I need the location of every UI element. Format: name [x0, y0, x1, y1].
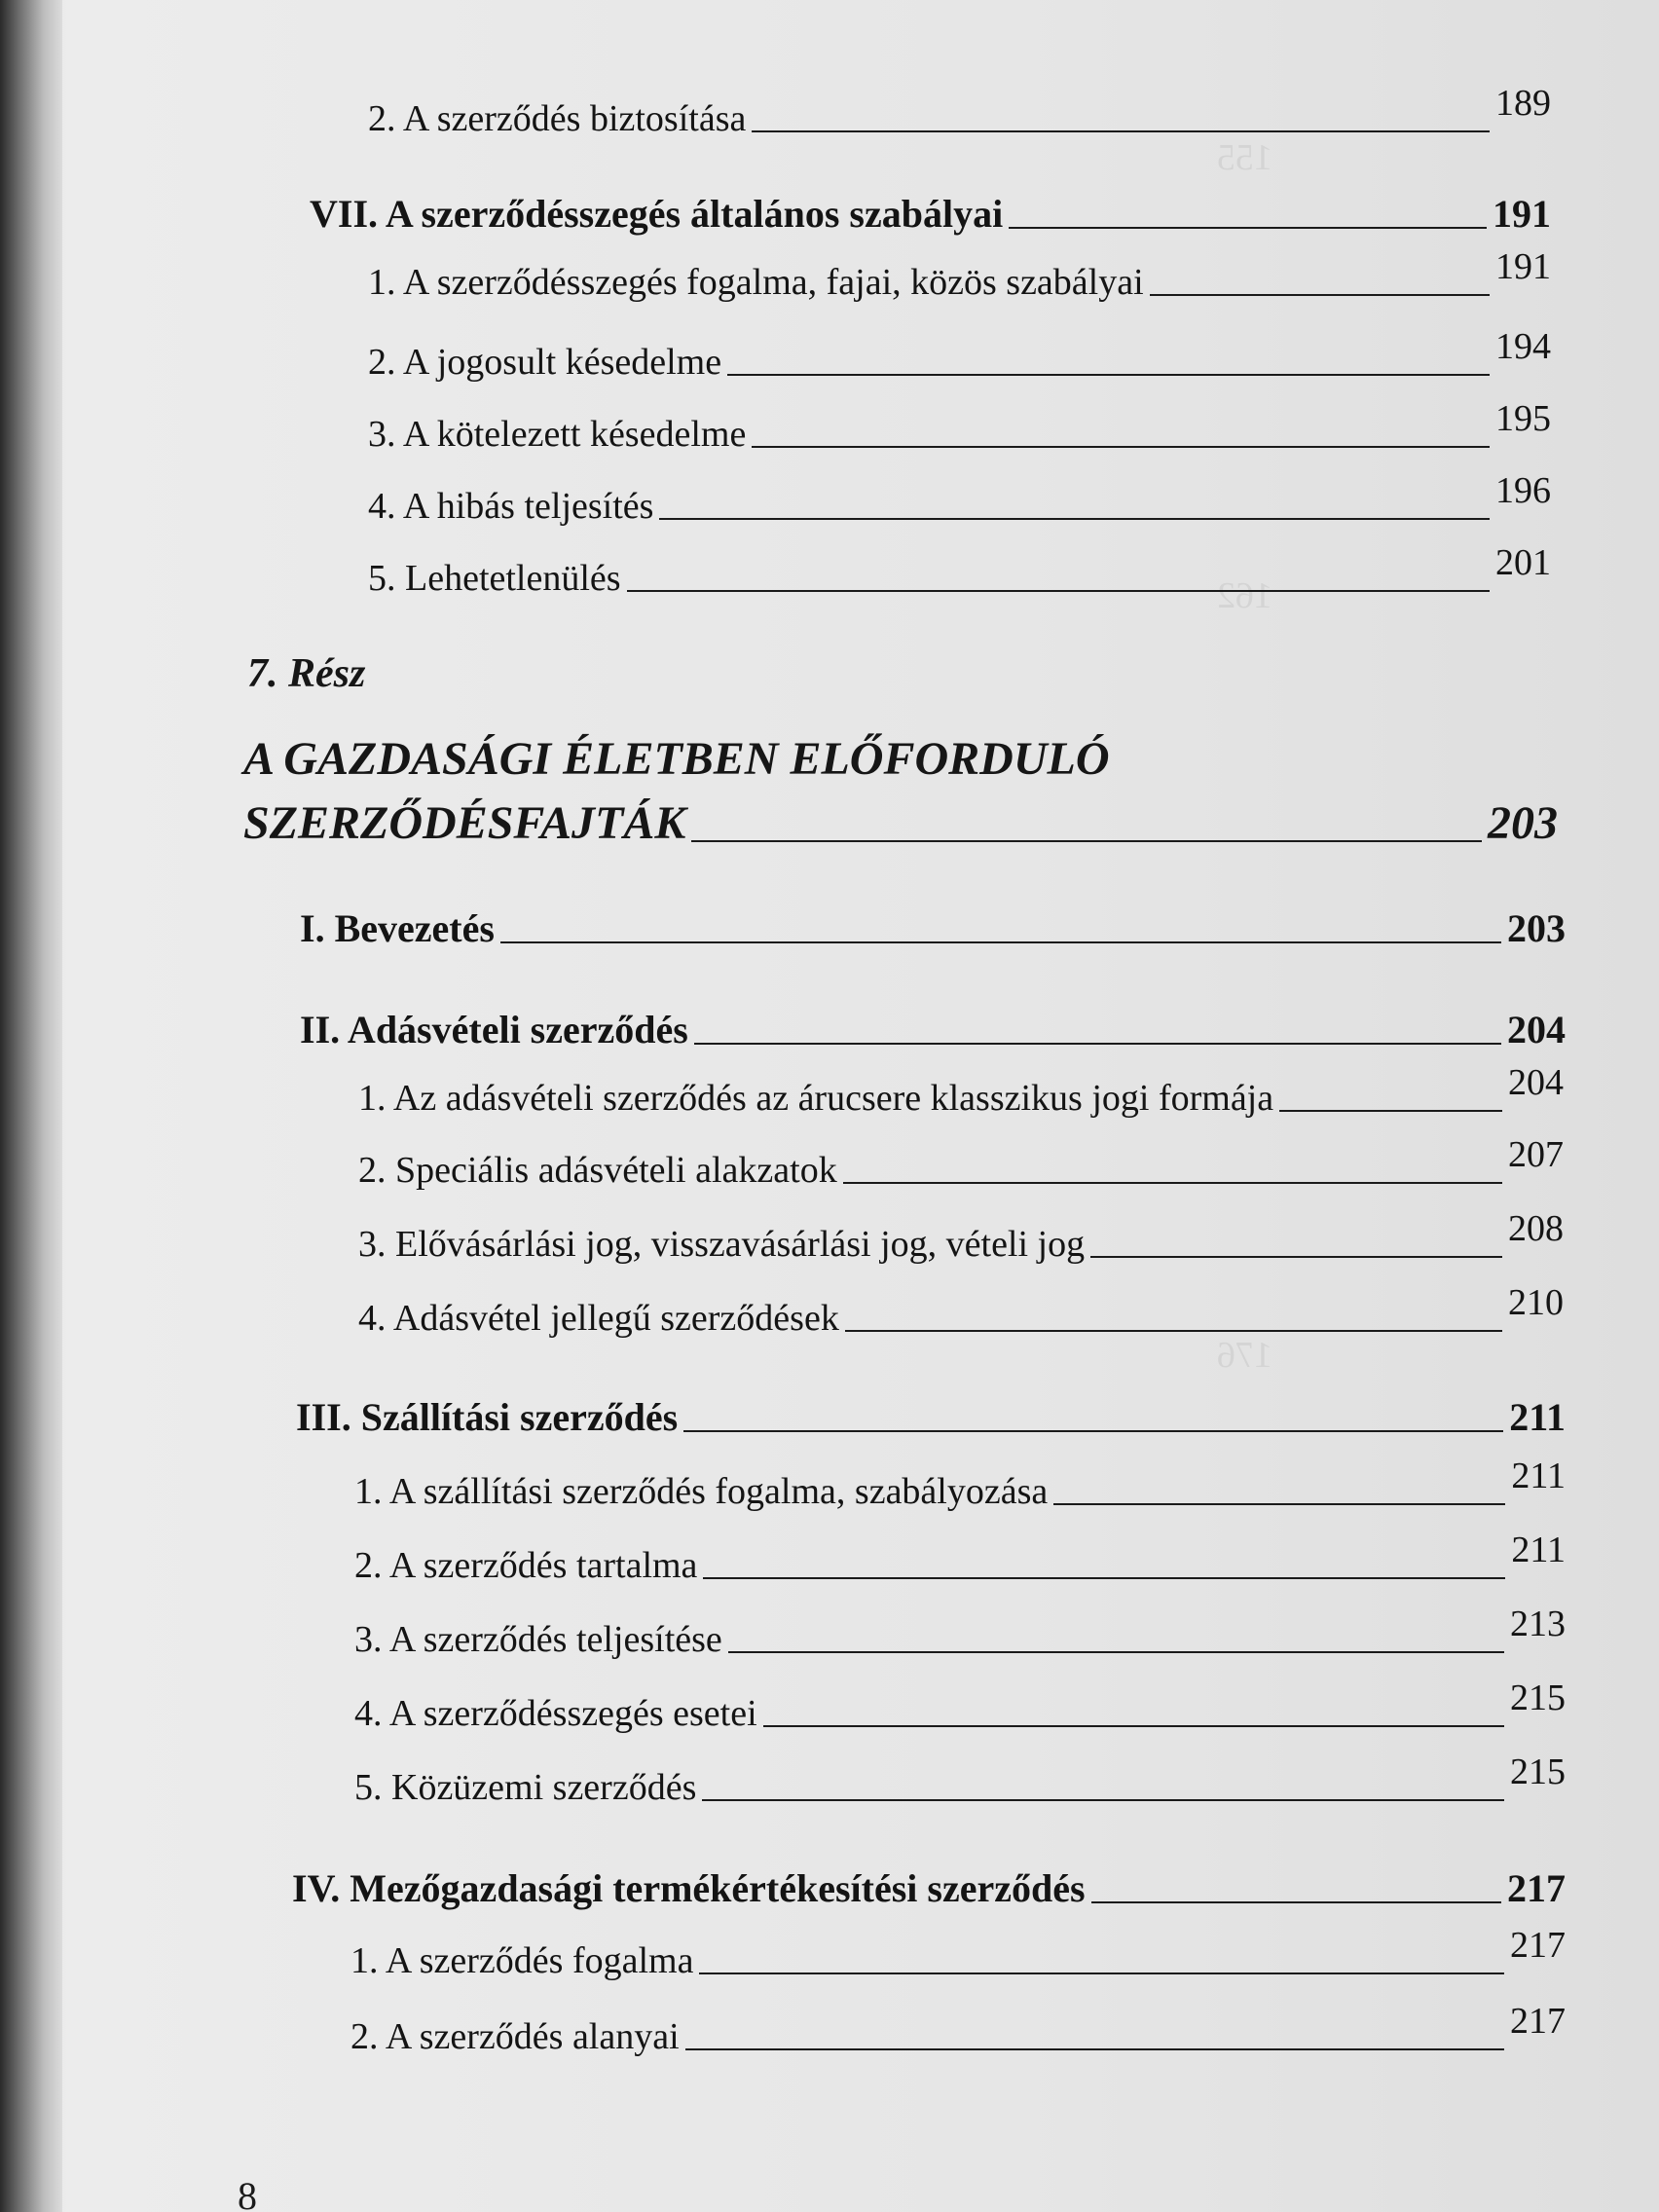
part-label: 7. Rész — [247, 651, 366, 696]
section-title: VII. A szerződésszegés általános szabályai — [310, 192, 1004, 236]
entry-title: 2. Speciális adásvételi alakzatok — [358, 1150, 837, 1191]
toc-section — [300, 905, 1566, 951]
dot-leader — [703, 1577, 1505, 1579]
dot-leader — [763, 1725, 1504, 1727]
toc-entry — [358, 1208, 1564, 1266]
section-title: II. Adásvételi szerződés — [300, 1008, 688, 1051]
dot-leader — [699, 1972, 1504, 1974]
toc-entry — [368, 326, 1551, 384]
page-edge — [0, 0, 62, 2212]
section-title: I. Bevezetés — [300, 906, 495, 950]
dot-leader — [659, 518, 1490, 520]
entry-page: 211 — [1511, 1456, 1566, 1496]
entry-page: 194 — [1495, 326, 1551, 367]
entry-page: 210 — [1508, 1282, 1564, 1323]
toc-entry — [354, 1456, 1566, 1513]
show-through: 155 — [1217, 137, 1272, 178]
toc-entry — [354, 1677, 1566, 1735]
toc-entry — [368, 246, 1551, 304]
entry-page: 195 — [1495, 398, 1551, 439]
section-page: 217 — [1507, 1866, 1566, 1910]
dot-leader — [1053, 1503, 1505, 1505]
part-title-line2: SZERZŐDÉSFAJTÁK — [243, 797, 686, 849]
toc-section — [300, 1007, 1566, 1052]
entry-page: 211 — [1511, 1530, 1566, 1570]
section-page: 211 — [1509, 1395, 1566, 1439]
entry-title: 1. A szerződésszegés fogalma, fajai, közös szabályai — [368, 262, 1144, 303]
entry-title: 3. A szerződés teljesítése — [354, 1619, 722, 1660]
entry-title: 1. A szerződés fogalma — [350, 1940, 694, 1981]
entry-title: 4. A szerződésszegés esetei — [354, 1693, 757, 1734]
dot-leader — [500, 941, 1501, 943]
toc-entry — [354, 1530, 1566, 1587]
entry-title: 2. A szerződés alanyai — [350, 2016, 680, 2057]
show-through: 162 — [1217, 575, 1272, 616]
entry-page: 201 — [1495, 542, 1551, 583]
dot-leader — [845, 1330, 1502, 1332]
toc-entry — [368, 470, 1551, 528]
section-page: 191 — [1493, 192, 1551, 236]
entry-page: 217 — [1510, 1925, 1566, 1966]
toc-entry — [354, 1604, 1566, 1661]
dot-leader — [727, 374, 1490, 376]
toc-entry — [368, 83, 1551, 140]
page-number: 8 — [238, 2174, 257, 2212]
part-title-line1: A GAZDASÁGI ÉLETBEN ELŐFORDULÓ — [243, 733, 1110, 785]
dot-leader — [685, 2048, 1504, 2050]
dot-leader — [1150, 294, 1490, 296]
toc-entry — [358, 1134, 1564, 1192]
dot-leader — [1090, 1256, 1502, 1258]
entry-title: 1. Az adásvételi szerződés az árucsere klasszikus jogi formája — [358, 1078, 1274, 1119]
entry-page: 217 — [1510, 2001, 1566, 2042]
entry-page: 207 — [1508, 1134, 1564, 1175]
entry-title: 1. A szállítási szerződés fogalma, szabályozása — [354, 1471, 1049, 1512]
entry-title: 2. A szerződés tartalma — [354, 1545, 698, 1586]
toc-entry — [350, 2001, 1566, 2058]
toc-section — [292, 1865, 1566, 1911]
dot-leader — [694, 1043, 1501, 1045]
entry-title: 5. Lehetetlenülés — [368, 558, 621, 599]
dot-leader — [683, 1430, 1503, 1432]
toc-section — [296, 1394, 1566, 1440]
section-title: IV. Mezőgazdasági termékértékesítési szerződés — [292, 1866, 1086, 1910]
entry-page: 213 — [1510, 1604, 1566, 1644]
part-title-page: 203 — [1488, 797, 1558, 849]
dot-leader — [752, 446, 1490, 448]
dot-leader — [1009, 227, 1487, 229]
entry-title: 3. A kötelezett késedelme — [368, 414, 747, 455]
toc-section — [310, 191, 1551, 237]
toc-entry — [358, 1282, 1564, 1340]
entry-title: 4. A hibás teljesítés — [368, 486, 654, 527]
dot-leader — [728, 1651, 1504, 1653]
entry-page: 196 — [1495, 470, 1551, 511]
entry-title: 5. Közüzemi szerződés — [354, 1767, 697, 1808]
entry-page: 208 — [1508, 1208, 1564, 1249]
toc-entry — [354, 1751, 1566, 1809]
entry-page: 215 — [1510, 1677, 1566, 1718]
dot-leader — [1091, 1901, 1501, 1903]
toc-entry — [368, 398, 1551, 456]
section-title: III. Szállítási szerződés — [296, 1395, 679, 1439]
dot-leader — [691, 840, 1482, 842]
toc-entry — [368, 542, 1551, 600]
dot-leader — [702, 1799, 1504, 1801]
section-page: 204 — [1507, 1008, 1566, 1051]
section-page: 203 — [1507, 906, 1566, 950]
entry-title: 2. A jogosult késedelme — [368, 342, 722, 383]
entry-page: 191 — [1495, 246, 1551, 287]
dot-leader — [752, 130, 1490, 132]
part-title-entry — [243, 796, 1558, 850]
entry-page: 215 — [1510, 1751, 1566, 1792]
entry-title: 3. Elővásárlási jog, visszavásárlási jog, vételi jog — [358, 1224, 1086, 1265]
dot-leader — [627, 590, 1490, 592]
entry-title: 2. A szerződés biztosítása — [368, 98, 747, 139]
entry-page: 204 — [1508, 1062, 1564, 1103]
toc-entry — [358, 1062, 1564, 1120]
entry-page: 189 — [1495, 83, 1551, 124]
dot-leader — [1279, 1110, 1502, 1112]
entry-title: 4. Adásvétel jellegű szerződések — [358, 1298, 839, 1339]
dot-leader — [843, 1182, 1502, 1184]
show-through: 176 — [1217, 1335, 1272, 1376]
toc-entry — [350, 1925, 1566, 1982]
